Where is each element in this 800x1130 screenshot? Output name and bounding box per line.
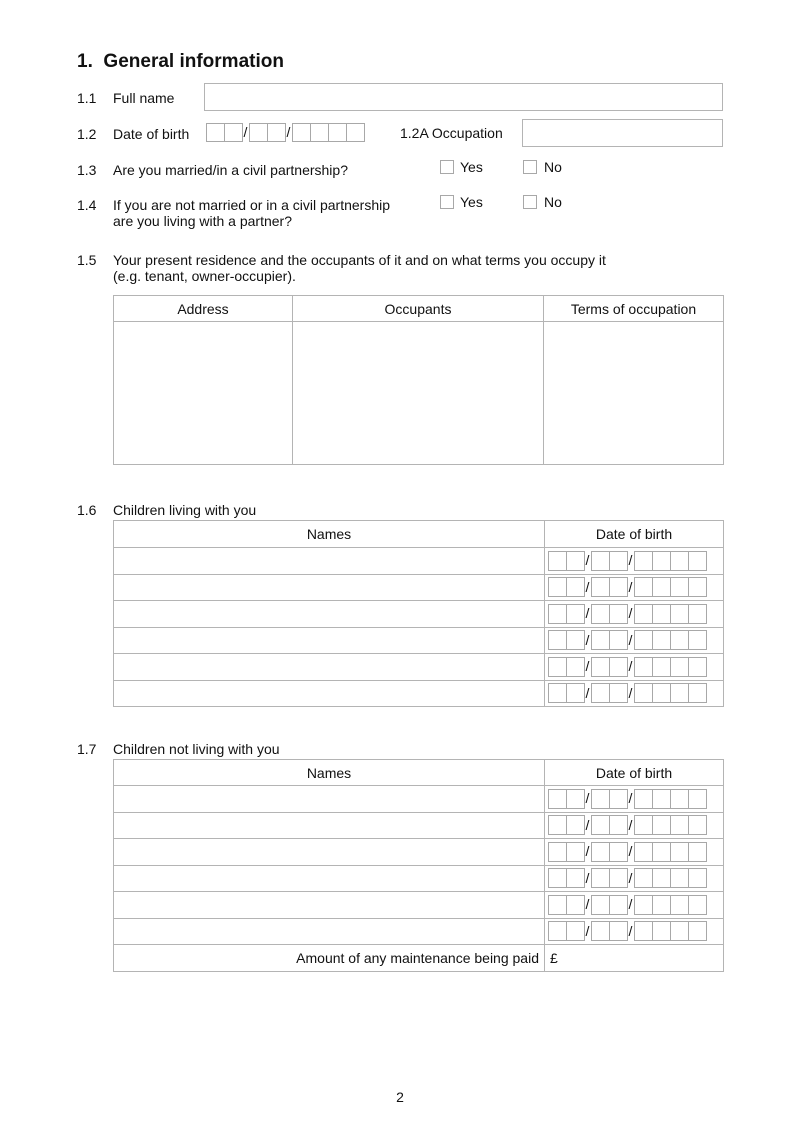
dob-digit-box[interactable] [591,551,610,571]
q1-4-number: 1.4 [77,197,97,213]
section-heading [77,51,284,73]
child-not-living-dob-cell [545,892,724,919]
dob-digit-box[interactable] [688,895,707,915]
dob-digit-box[interactable] [548,657,567,677]
dob-day-digit[interactable] [206,123,225,142]
dob-year-digit[interactable] [346,123,365,142]
child-living-name-cell[interactable] [114,680,545,707]
child-not-living-name-cell[interactable] [114,786,545,813]
date-separator: / [628,552,633,569]
child-not-living-dob-field [545,815,723,835]
dob-digit-box[interactable] [609,815,628,835]
dob-digit-box[interactable] [652,577,671,597]
dob-digit-box[interactable] [591,683,610,703]
date-separator: / [628,922,633,939]
dob-digit-box[interactable] [688,577,707,597]
dob-digit-box[interactable] [548,815,567,835]
child-not-living-dob-cell [545,918,724,945]
dob-digit-box[interactable] [652,630,671,650]
table-row [114,892,724,919]
dob-digit-box[interactable] [652,789,671,809]
children-living-header-dob: Date of birth [545,521,724,548]
dob-digit-box[interactable] [670,921,689,941]
table-row [114,627,724,654]
dob-digit-box[interactable] [652,683,671,703]
married-question-label: Are you married/in a civil partnership? [113,162,348,178]
dob-day-digit[interactable] [224,123,243,142]
dob-digit-box[interactable] [634,657,653,677]
date-separator: / [585,658,590,675]
dob-month-digit[interactable] [249,123,268,142]
child-not-living-name-cell[interactable] [114,812,545,839]
table-row [114,680,724,707]
dob-digit-box[interactable] [566,815,585,835]
date-separator: / [628,790,633,807]
table-row [114,601,724,628]
child-living-dob-field [545,604,723,624]
date-separator: / [628,869,633,886]
dob-digit-box[interactable] [548,868,567,888]
dob-digit-box[interactable] [591,815,610,835]
dob-digit-box[interactable] [634,868,653,888]
dob-digit-box[interactable] [548,630,567,650]
section-title: General information [103,51,284,72]
child-living-name-cell[interactable] [114,574,545,601]
child-living-name-cell[interactable] [114,601,545,628]
dob-digit-box[interactable] [609,630,628,650]
dob-digit-box[interactable] [548,789,567,809]
children-living-header-names: Names [114,521,545,548]
residence-label-line2: (e.g. tenant, owner-occupier). [113,268,296,284]
dob-digit-box[interactable] [566,895,585,915]
dob-digit-box[interactable] [634,815,653,835]
full-name-label: Full name [113,90,175,106]
dob-digit-box[interactable] [591,921,610,941]
dob-digit-box[interactable] [670,683,689,703]
table-row [114,918,724,945]
partner-yes-label: Yes [460,194,483,210]
partner-yes-checkbox[interactable] [440,195,454,209]
dob-digit-box[interactable] [591,868,610,888]
dob-digit-box[interactable] [609,842,628,862]
dob-digit-box[interactable] [670,789,689,809]
table-row [114,786,724,813]
dob-digit-box[interactable] [591,657,610,677]
child-not-living-dob-cell [545,865,724,892]
children-not-living-table [113,759,724,972]
date-separator: / [628,658,633,675]
child-not-living-dob-cell [545,839,724,866]
child-not-living-dob-cell [545,812,724,839]
partner-question-label-line1: If you are not married or in a civil partnership [113,197,391,213]
dob-digit-box[interactable] [688,683,707,703]
date-separator: / [585,631,590,648]
dob-digit-box[interactable] [609,683,628,703]
date-separator: / [585,790,590,807]
child-living-dob-field [545,630,723,650]
child-not-living-dob-field [545,789,723,809]
dob-digit-box[interactable] [548,604,567,624]
date-separator: / [628,684,633,701]
married-yes-checkbox[interactable] [440,160,454,174]
date-separator: / [585,843,590,860]
date-separator: / [585,816,590,833]
residence-address-cell[interactable] [114,322,293,465]
maintenance-label: Amount of any maintenance being paid [114,945,545,972]
dob-digit-box[interactable] [548,683,567,703]
section-number: 1. [77,51,93,72]
date-separator: / [585,684,590,701]
residence-table [113,295,724,465]
table-row [114,839,724,866]
dob-digit-box[interactable] [566,868,585,888]
dob-digit-box[interactable] [609,895,628,915]
dob-digit-box[interactable] [688,815,707,835]
q1-2-number: 1.2 [77,126,97,142]
dob-digit-box[interactable] [634,789,653,809]
child-not-living-dob-field [545,895,723,915]
date-separator: / [243,124,248,140]
residence-header-occupants: Occupants [293,296,544,322]
dob-year-digit[interactable] [292,123,311,142]
dob-digit-box[interactable] [591,895,610,915]
dob-digit-box[interactable] [634,630,653,650]
dob-digit-box[interactable] [591,789,610,809]
dob-digit-box[interactable] [548,842,567,862]
occupation-input[interactable] [522,119,723,147]
date-separator: / [585,605,590,622]
child-living-dob-field [545,551,723,571]
child-living-dob-cell [545,654,724,681]
dob-digit-box[interactable] [688,604,707,624]
children-not-living-header-names: Names [114,760,545,786]
child-not-living-name-cell[interactable] [114,839,545,866]
dob-digit-box[interactable] [591,842,610,862]
dob-digit-box[interactable] [670,842,689,862]
dob-digit-box[interactable] [566,789,585,809]
dob-digit-box[interactable] [670,604,689,624]
child-not-living-dob-field [545,868,723,888]
dob-digit-box[interactable] [688,657,707,677]
dob-digit-box[interactable] [566,842,585,862]
dob-digit-box[interactable] [609,577,628,597]
dob-digit-box[interactable] [566,604,585,624]
table-row [114,548,724,575]
child-not-living-name-cell[interactable] [114,865,545,892]
dob-digit-box[interactable] [548,551,567,571]
child-living-dob-field [545,657,723,677]
dob-digit-box[interactable] [634,842,653,862]
dob-year-digit[interactable] [328,123,347,142]
residence-header-address: Address [114,296,293,322]
dob-digit-box[interactable] [609,921,628,941]
dob-digit-box[interactable] [548,895,567,915]
dob-digit-box[interactable] [609,604,628,624]
dob-digit-box[interactable] [670,551,689,571]
dob-digit-box[interactable] [670,868,689,888]
date-of-birth-label: Date of birth [113,126,190,142]
dob-digit-box[interactable] [548,921,567,941]
dob-digit-box[interactable] [634,604,653,624]
children-not-living-header-dob: Date of birth [545,760,724,786]
dob-digit-box[interactable] [670,657,689,677]
child-not-living-dob-field [545,842,723,862]
table-row [114,865,724,892]
children-living-table [113,520,724,707]
date-separator: / [585,552,590,569]
married-yes-label: Yes [460,159,483,175]
table-row [114,574,724,601]
table-row [114,812,724,839]
q1-6-number: 1.6 [77,502,97,518]
date-separator: / [628,605,633,622]
dob-digit-box[interactable] [652,604,671,624]
child-living-dob-cell [545,548,724,575]
children-living-label: Children living with you [113,502,257,518]
date-separator: / [628,816,633,833]
dob-digit-box[interactable] [609,789,628,809]
dob-digit-box[interactable] [652,921,671,941]
q1-1-number: 1.1 [77,90,97,106]
child-not-living-name-cell[interactable] [114,892,545,919]
dob-digit-box[interactable] [670,895,689,915]
date-separator: / [628,578,633,595]
child-living-name-cell[interactable] [114,654,545,681]
dob-digit-box[interactable] [566,921,585,941]
date-of-birth-field [206,123,364,142]
dob-digit-box[interactable] [688,868,707,888]
dob-digit-box[interactable] [652,895,671,915]
residence-header-terms: Terms of occupation [544,296,724,322]
dob-digit-box[interactable] [566,551,585,571]
dob-digit-box[interactable] [688,921,707,941]
married-no-label: No [544,159,562,175]
partner-no-label: No [544,194,562,210]
child-living-dob-field [545,577,723,597]
dob-year-digit[interactable] [310,123,329,142]
residence-terms-cell[interactable] [544,322,724,465]
dob-digit-box[interactable] [634,921,653,941]
child-living-name-cell[interactable] [114,627,545,654]
dob-digit-box[interactable] [670,815,689,835]
dob-digit-box[interactable] [652,657,671,677]
child-not-living-name-cell[interactable] [114,918,545,945]
dob-digit-box[interactable] [566,683,585,703]
q1-7-number: 1.7 [77,741,97,757]
date-separator: / [585,869,590,886]
dob-digit-box[interactable] [670,630,689,650]
dob-digit-box[interactable] [652,842,671,862]
dob-digit-box[interactable] [634,895,653,915]
dob-digit-box[interactable] [591,604,610,624]
dob-digit-box[interactable] [609,868,628,888]
dob-digit-box[interactable] [566,657,585,677]
dob-digit-box[interactable] [652,868,671,888]
child-living-dob-cell [545,601,724,628]
dob-month-digit[interactable] [267,123,286,142]
page-number: 2 [396,1089,404,1105]
dob-digit-box[interactable] [609,657,628,677]
dob-digit-box[interactable] [688,842,707,862]
dob-digit-box[interactable] [634,551,653,571]
residence-occupants-cell[interactable] [293,322,544,465]
dob-digit-box[interactable] [652,551,671,571]
children-not-living-label: Children not living with you [113,741,280,757]
dob-digit-box[interactable] [591,577,610,597]
dob-digit-box[interactable] [609,551,628,571]
child-living-dob-cell [545,680,724,707]
dob-digit-box[interactable] [688,789,707,809]
dob-digit-box[interactable] [688,551,707,571]
dob-digit-box[interactable] [566,577,585,597]
residence-label-line1: Your present residence and the occupants of it and on what terms you occupy it [113,252,606,268]
dob-digit-box[interactable] [548,577,567,597]
date-separator: / [585,896,590,913]
date-separator: / [585,578,590,595]
date-separator: / [286,124,291,140]
child-living-name-cell[interactable] [114,548,545,575]
date-separator: / [628,843,633,860]
child-living-dob-cell [545,574,724,601]
married-no-checkbox[interactable] [523,160,537,174]
partner-question-label-line2: are you living with a partner? [113,213,292,229]
dob-digit-box[interactable] [688,630,707,650]
date-separator: / [628,631,633,648]
child-not-living-dob-cell [545,786,724,813]
child-living-dob-cell [545,627,724,654]
child-living-dob-field [545,683,723,703]
date-separator: / [628,896,633,913]
partner-no-checkbox[interactable] [523,195,537,209]
dob-digit-box[interactable] [634,577,653,597]
dob-digit-box[interactable] [591,630,610,650]
maintenance-row [114,945,724,972]
q1-5-number: 1.5 [77,252,97,268]
child-not-living-dob-field [545,921,723,941]
dob-digit-box[interactable] [670,577,689,597]
maintenance-amount-field[interactable]: £ [545,945,724,972]
full-name-input[interactable] [204,83,723,111]
dob-digit-box[interactable] [566,630,585,650]
date-separator: / [585,922,590,939]
table-row [114,654,724,681]
dob-digit-box[interactable] [634,683,653,703]
dob-digit-box[interactable] [652,815,671,835]
occupation-label: 1.2A Occupation [400,125,503,141]
q1-3-number: 1.3 [77,162,97,178]
